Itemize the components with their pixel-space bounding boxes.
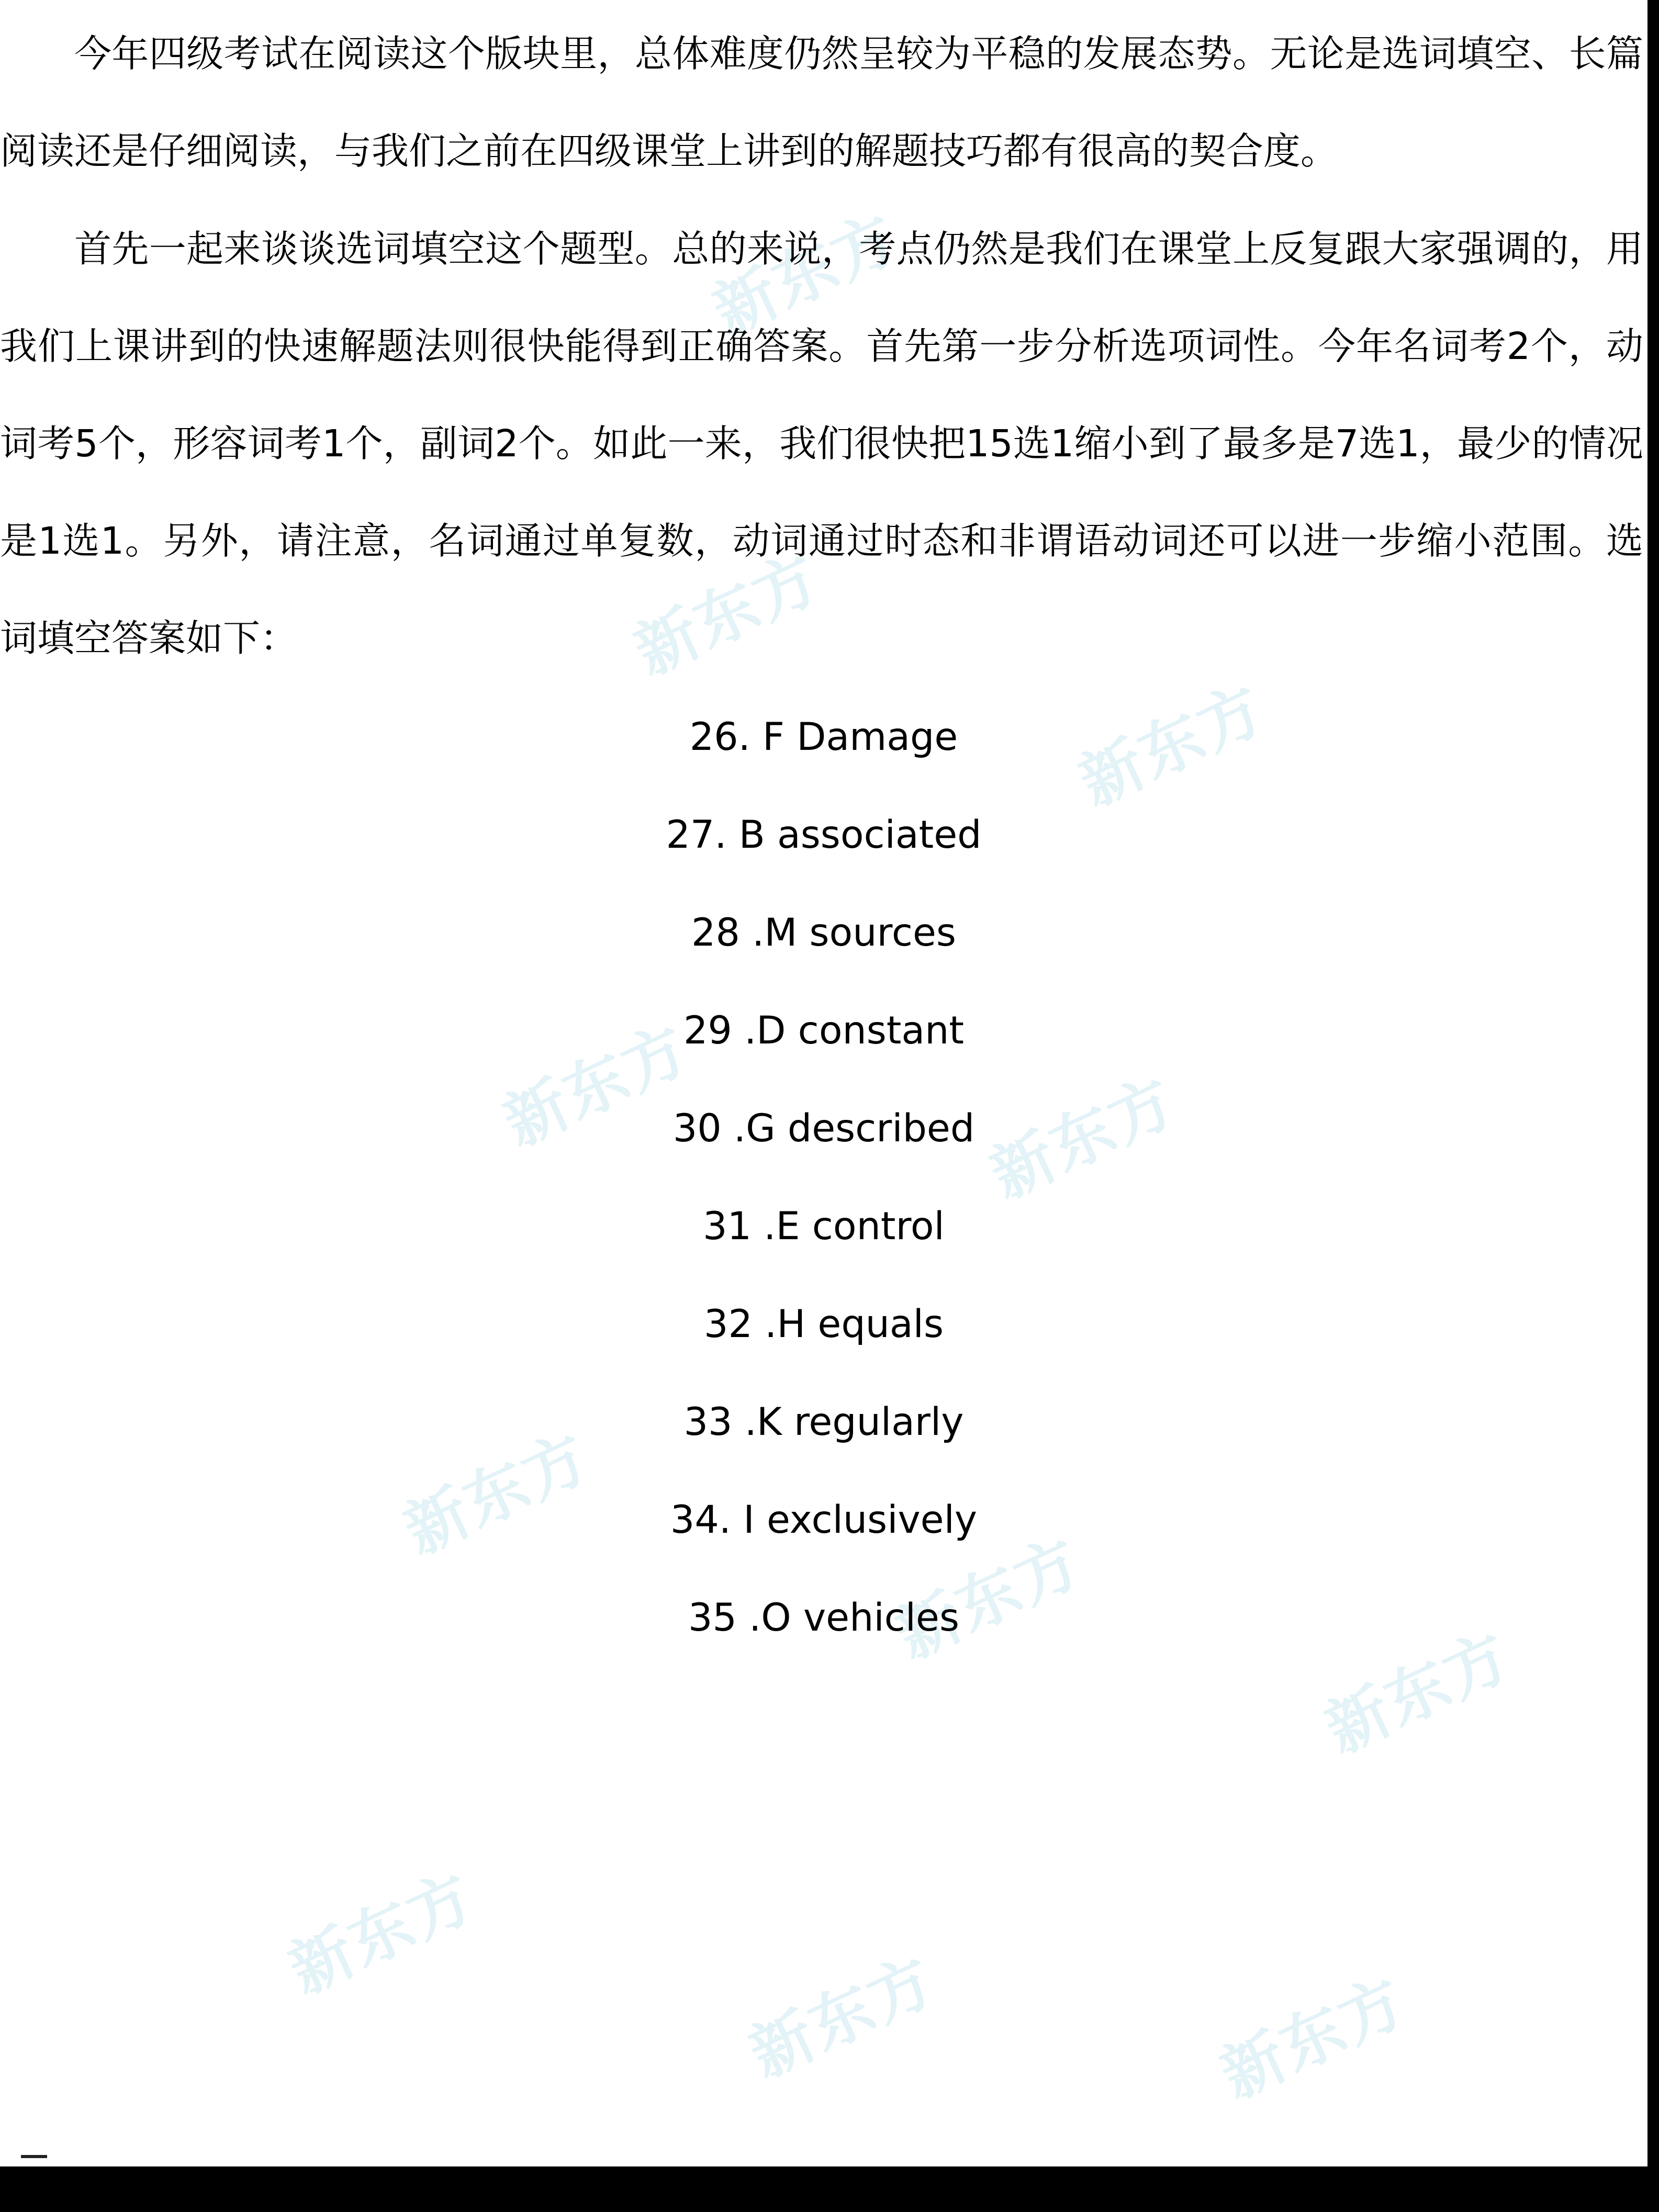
watermark: 新东方 [885,1524,1093,1674]
watermark: 新东方 [1210,1964,1418,2113]
answer-item: 30 .G described [672,1106,975,1151]
answer-item: 34. I exclusively [670,1498,978,1542]
intro-paragraph: 今年四级考试在阅读这个版块里，总体难度仍然呈较为平稳的发展态势。无论是选词填空、长篇阅读还是仔细阅读，与我们之前在四级课堂上讲到的解题技巧都有很高的契合度。 [0,32,1643,173]
answer-list [0,688,1647,1667]
watermark: 新东方 [739,1943,947,2092]
answer-item: 26. F Damage [689,715,958,759]
page-corner-mark [21,2155,47,2158]
answer-item: 27. B associated [666,813,982,857]
answer-item: 33 .K regularly [683,1400,964,1444]
answer-item: 32 .H equals [704,1302,944,1346]
answer-item: 31 .E control [703,1204,945,1249]
watermark: 新东方 [394,1420,601,1569]
watermark: 新东方 [1069,671,1276,821]
answer-item: 29 .D constant [683,1008,965,1053]
watermark: 新东方 [702,200,910,350]
watermark: 新东方 [624,541,832,690]
watermark: 新东方 [278,1859,486,2008]
watermark: 新东方 [1315,1619,1522,1768]
answer-item: 35 .O vehicles [688,1596,959,1640]
watermark: 新东方 [493,1012,701,1161]
answer-item: 28 .M sources [691,911,956,955]
word-fill-paragraph: 首先一起来谈谈选词填空这个题型。总的来说，考点仍然是我们在课堂上反复跟大家强调的，用我们上课讲到的快速解题法则很快能得到正确答案。首先第一步分析选项词性。今年名词考2个，动词考5个，形容词考1个，副词2个。如此一来，我们很快把15选1缩小到了最多是7选1，最少的情况是1选1。另外，请注意，名词通过单复数，动词通过时态和非谓语动词还可以进一步缩小范围。选词填空答案如下： [0,227,1643,660]
watermark: 新东方 [980,1064,1187,1213]
